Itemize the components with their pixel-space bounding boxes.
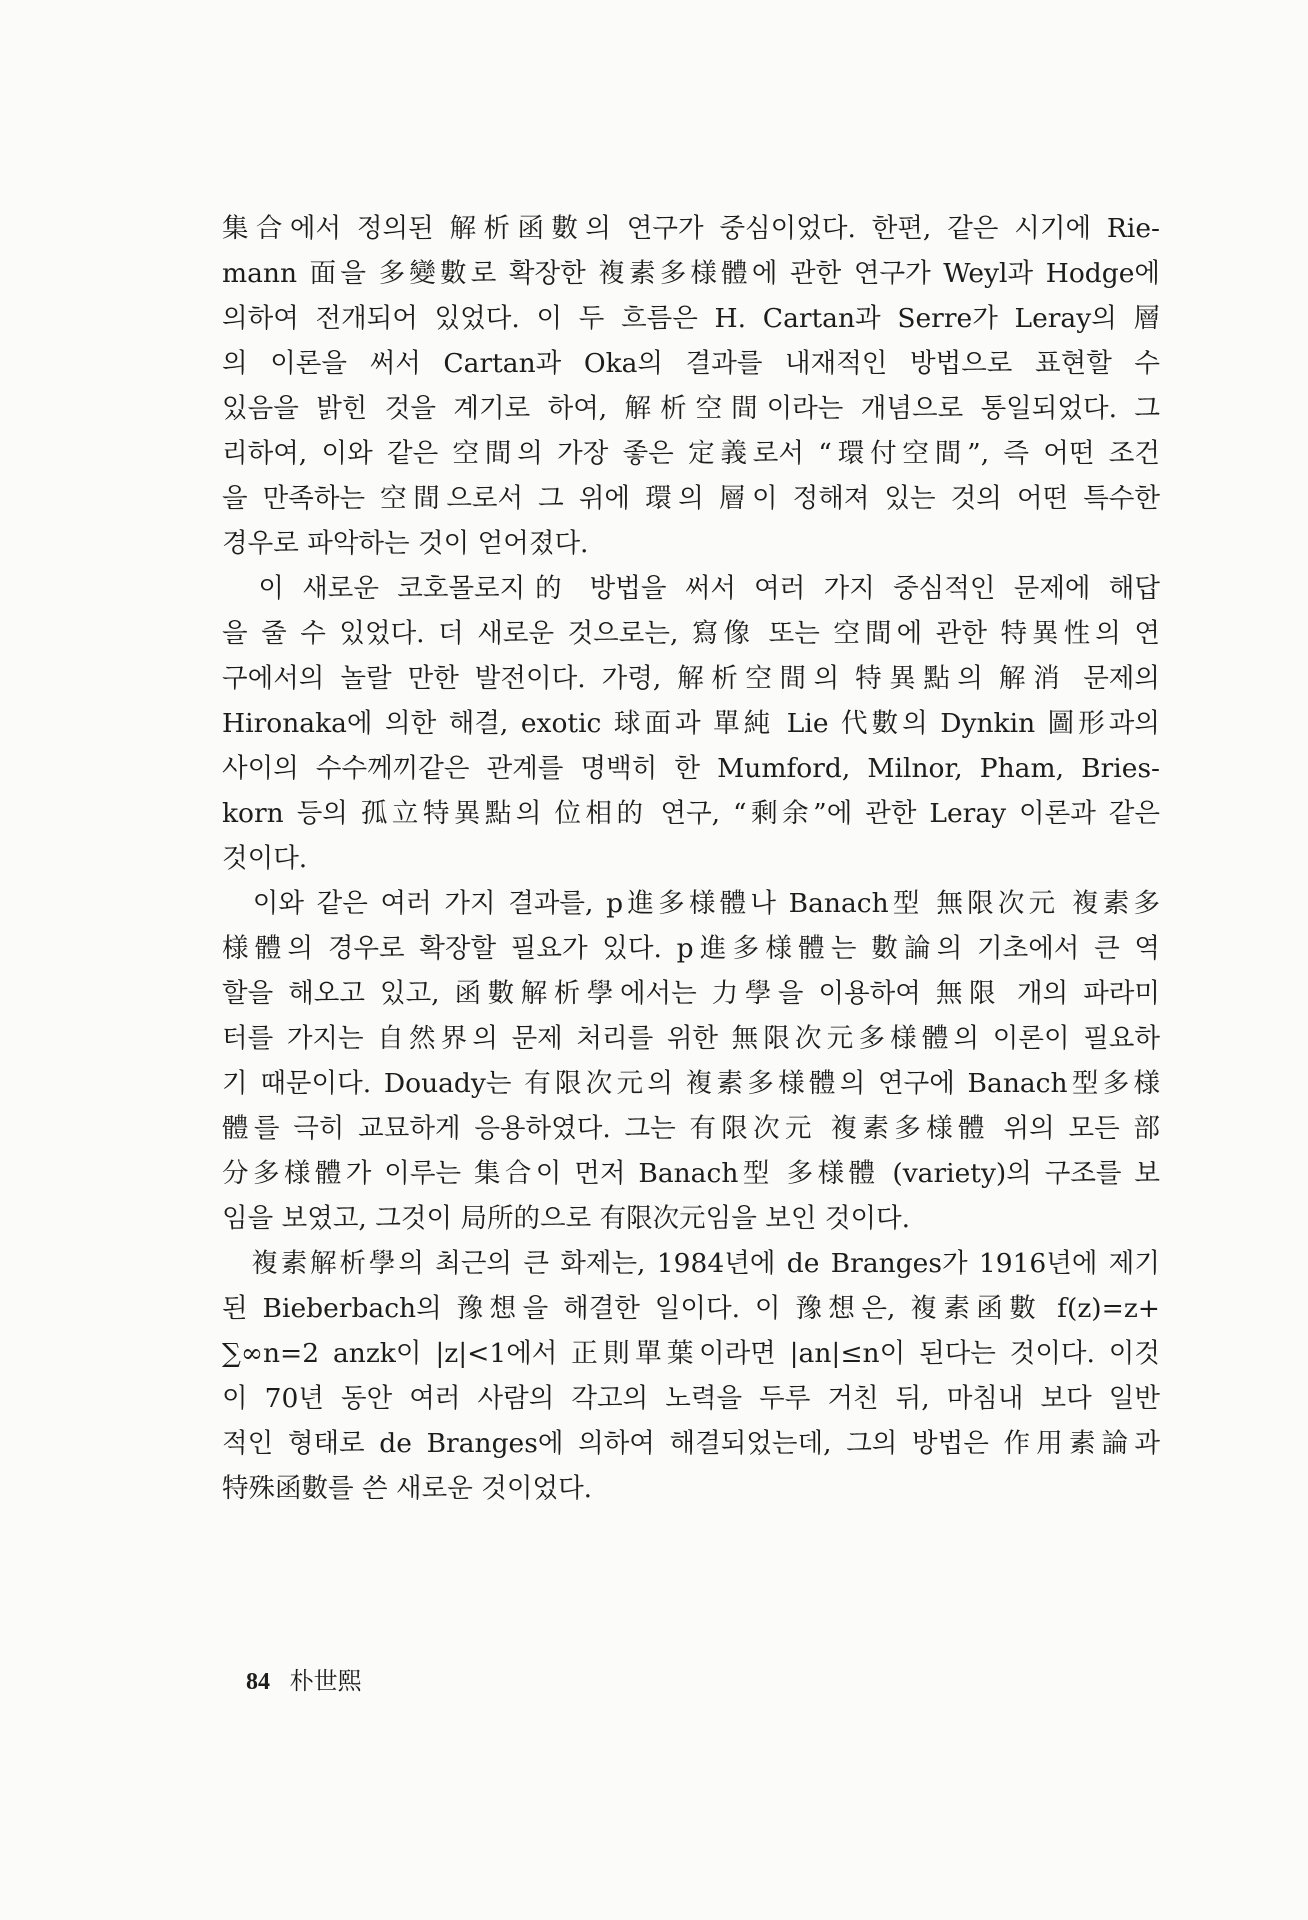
text-line: 이 새로운 코호몰로지的 방법을 써서 여러 가지 중심적인 문제에 해답 <box>222 573 1160 604</box>
text-line: Hironaka에 의한 해결, exotic 球面과 單純 Lie 代數의 Dynkin 圖形과의 <box>222 708 1160 739</box>
text-line: 임을 보였고, 그것이 局所的으로 有限次元임을 보인 것이다. <box>222 1203 911 1234</box>
text-line: 分多様體가 이루는 集合이 먼저 Banach型 多様體 (variety)의 구조를 보 <box>222 1158 1160 1189</box>
text-line: 구에서의 놀랄 만한 발전이다. 가령, 解析空間의 特異點의 解消 문제의 <box>222 663 1160 694</box>
text-line: korn 등의 孤立特異點의 位相的 연구, “剩余”에 관한 Leray 이론과 같은 <box>222 798 1160 829</box>
text-line: 을 만족하는 空間으로서 그 위에 環의 層이 정해져 있는 것의 어떤 특수한 <box>222 483 1160 514</box>
text-line: 様體의 경우로 확장할 필요가 있다. p進多様體는 數論의 기초에서 큰 역 <box>222 933 1160 964</box>
text-line: 의 이론을 써서 Cartan과 Oka의 결과를 내재적인 방법으로 표현할 수 <box>222 348 1160 379</box>
text-line: 사이의 수수께끼같은 관계를 명백히 한 Mumford, Milnor, Pham, Bries- <box>222 753 1160 784</box>
text-line: 터를 가지는 自然界의 문제 처리를 위한 無限次元多様體의 이론이 필요하 <box>222 1023 1160 1054</box>
text-line: 이 70년 동안 여러 사람의 각고의 노력을 두루 거친 뒤, 마침내 보다 일반 <box>222 1383 1160 1414</box>
text-line: 리하여, 이와 같은 空間의 가장 좋은 定義로서 “環付空間”, 즉 어떤 조건 <box>222 438 1160 469</box>
text-line: mann 面을 多變數로 확장한 複素多様體에 관한 연구가 Weyl과 Hodge에 <box>222 258 1160 289</box>
text-line: 경우로 파악하는 것이 얻어졌다. <box>222 528 589 559</box>
text-line: 적인 형태로 de Branges에 의하여 해결되었는데, 그의 방법은 作用素論과 <box>222 1428 1160 1459</box>
text-line: 을 줄 수 있었다. 더 새로운 것으로는, 寫像 또는 空間에 관한 特異性의 연 <box>222 618 1160 649</box>
body-text <box>222 206 1160 1511</box>
author-name: 朴世熙 <box>289 1667 362 1695</box>
text-line: 기 때문이다. Douady는 有限次元의 複素多様體의 연구에 Banach型多様 <box>222 1068 1160 1099</box>
text-line: 이와 같은 여러 가지 결과를, p進多様體나 Banach型 無限次元 複素多 <box>222 888 1160 919</box>
text-line: 集合에서 정의된 解析函數의 연구가 중심이었다. 한편, 같은 시기에 Rie- <box>222 213 1160 244</box>
text-line: 複素解析學의 최근의 큰 화제는, 1984년에 de Branges가 1916년에 제기 <box>222 1248 1160 1279</box>
page-number: 84 <box>246 1669 270 1695</box>
text-line: 할을 해오고 있고, 函數解析學에서는 力學을 이용하여 無限 개의 파라미 <box>222 978 1160 1009</box>
text-line: 있음을 밝힌 것을 계기로 하여, 解析空間이라는 개념으로 통일되었다. 그 <box>222 393 1160 424</box>
text-line: 것이다. <box>222 843 308 874</box>
text-line: 의하여 전개되어 있었다. 이 두 흐름은 H. Cartan과 Serre가 Leray의 層 <box>222 303 1160 334</box>
page-footer <box>246 1666 362 1697</box>
text-line: 體를 극히 교묘하게 응용하였다. 그는 有限次元 複素多様體 위의 모든 部 <box>222 1113 1160 1144</box>
text-line: 된 Bieberbach의 豫想을 해결한 일이다. 이 豫想은, 複素函數 f(z)=z+ <box>222 1293 1160 1324</box>
text-line: ∑∞n=2 anzk이 |z|<1에서 正則單葉이라면 |an|≤n이 된다는 것이다. 이것 <box>222 1338 1160 1369</box>
text-line: 特殊函數를 쓴 새로운 것이었다. <box>222 1473 593 1504</box>
